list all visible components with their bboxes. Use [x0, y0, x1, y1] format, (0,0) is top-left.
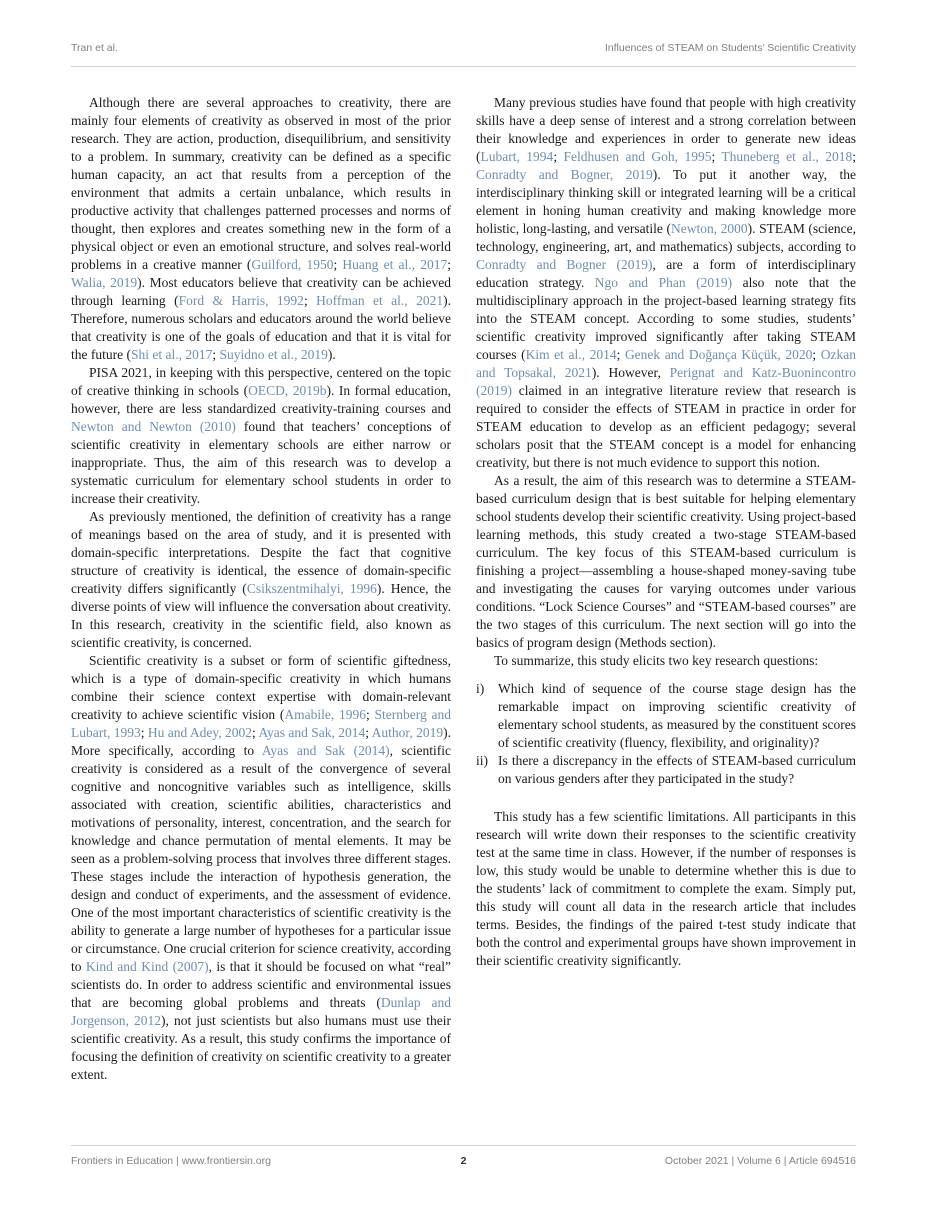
list-item — [476, 752, 856, 788]
text: ). — [327, 347, 336, 362]
text: Although there are several approaches to creativity, there are mainly four elements of creativity as observed in most of the prior research. They are action, production, disequilibrium, and sensitivity to a problem. In summary, creativity can be defined as a specific human capacity, an act that results from a perception of the environment that admits a certain unbalance, which results in productive activity that challenges patterned processes and norms of thought, then explores and creates something new in the form of a physical object or even an emotional structure, and solves real-world problems in a creative manner ( — [71, 95, 451, 272]
citation-link[interactable]: Genek and Doğança Küçük, 2020 — [624, 347, 813, 362]
paragraph-limitations: This study has a few scientific limitations. All participants in this research will write down their responses to the scientific creativity test at the same time in class. However, if the number of responses is low, this study would be unable to determine whether this is due to the students’ lack of commitment to complete the exam. Simply put, this study will count all data in the research article that includes terms. Besides, the findings of the paired t-test study indicate that both the control and experimental groups have shown improvement in their scientific creativity significantly. — [476, 809, 856, 968]
citation-link[interactable]: Dunlap and Jorgenson, 2012 — [71, 995, 451, 1028]
citation-link[interactable]: Sternberg and Lubart, 1993 — [71, 707, 451, 740]
citation-link[interactable]: Hu and Adey, 2002 — [147, 725, 253, 740]
paragraph-pisa — [71, 364, 451, 508]
citation-link[interactable]: Feldhusen and Goh, 1995 — [563, 149, 712, 164]
citation-link[interactable]: Huang et al., 2017 — [342, 257, 448, 272]
list-number: ii) — [476, 753, 488, 768]
page-footer — [71, 1145, 856, 1167]
citation-link[interactable]: Conradty and Bogner (2019) — [476, 257, 653, 272]
text: ). Therefore, numerous scholars and educators around the world believe that creativity is one of the goals of education and that it is vital for the future ( — [71, 293, 451, 362]
citation-link[interactable]: Lubart, 1994 — [480, 149, 554, 164]
text: ). Most educators believe that creativity can be achieved through learning ( — [71, 275, 451, 308]
text: ; — [711, 149, 722, 164]
paragraph-scientific-creativity — [71, 652, 451, 1084]
paragraph-domain-specific — [71, 508, 451, 652]
citation-link[interactable]: Ozkan and Topsakal, 2021 — [476, 347, 856, 380]
text: ; — [333, 257, 343, 272]
text: ), not just scientists but also humans must use their scientific creativity. As a result, this study confirms the importance of focusing the definition of creativity on scientific creativity to a greater extent. — [71, 1013, 451, 1082]
text: ; — [366, 707, 375, 722]
citation-link[interactable]: Conradty and Bogner, 2019 — [476, 167, 653, 182]
text: ). STEAM (science, technology, engineering, art, and mathematics) subjects, according to — [476, 221, 856, 254]
text: ). To put it another way, the interdisciplinary thinking skill or integrated learning will be a critical element in honing human creativity and making knowledge more holistic, long-lasting, and versatile ( — [476, 167, 856, 236]
text: also note that the multidisciplinary approach in the project-based learning strategy fits into the STEAM concept. According to some studies, students’ scientific creativity improved significantly after taking STEAM courses ( — [476, 275, 856, 362]
text: , is that it should be focused on what “real” scientists do. In order to address scientific and environmental issues that are becoming global problems and threats ( — [71, 959, 451, 1010]
text: ; — [303, 293, 317, 308]
text: , are a form of interdisciplinary education strategy. — [476, 257, 857, 290]
text: Scientific creativity is a subset or form of scientific giftedness, which is a type of domain-specific creativity in which humans combine their science context expertise with domain-relevant creativity to achieve scientific vision ( — [71, 653, 451, 722]
citation-link[interactable]: Shi et al., 2017 — [130, 347, 213, 362]
citation-link[interactable]: OECD, 2019b — [248, 383, 327, 398]
citation-link[interactable]: Amabile, 1996 — [284, 707, 366, 722]
text: PISA 2021, in keeping with this perspective, centered on the topic of creative thinking in schools ( — [71, 365, 451, 398]
header-authors: Tran et al. — [71, 42, 118, 54]
page-number: 2 — [460, 1155, 467, 1167]
research-questions-list — [476, 680, 856, 788]
citation-link[interactable]: Perignat and Katz-Buonincontro (2019) — [476, 365, 856, 398]
citation-link[interactable]: Ayas and Sak, 2014 — [258, 725, 366, 740]
citation-link[interactable]: Author, 2019 — [371, 725, 444, 740]
list-text: Is there a discrepancy in the effects of STEAM-based curriculum on various genders after they participated in the study? — [498, 753, 856, 786]
citation-link[interactable]: Newton and Newton (2010) — [71, 419, 236, 434]
citation-link[interactable]: Kim et al., 2014 — [525, 347, 617, 362]
citation-link[interactable]: Walia, 2019 — [71, 275, 138, 290]
paragraph-aim: As a result, the aim of this research was to determine a STEAM-based curriculum design that is best suitable for helping elementary school students develop their scientific creativity. Using project-based learning methods, this study created a two-stage STEAM-based curriculum. The key focus of this STEAM-based curriculum is finishing a project—assembling a house-shaped money-saving tube and investigating the causes for varying outcomes under various conditions. “Lock Science Courses” and “STEAM-based courses” are the two stages of this curriculum. The next section will go into the basics of program design (Methods section). — [476, 473, 856, 650]
text: claimed in an integrative literature review that research is required to consider the effects of STEAM in practice in order for STEAM education to develop as an efficient pedagogy; several scholars posit that the STEAM concept is a model for enhancing creativity, but there is not much evidence to support this notion. — [476, 383, 856, 470]
citation-link[interactable]: Suyidno et al., 2019 — [219, 347, 328, 362]
text: ; — [212, 347, 220, 362]
paragraph-research-questions-intro: To summarize, this study elicits two key research questions: — [494, 653, 819, 668]
text: ; — [812, 347, 821, 362]
text: ; — [447, 257, 451, 272]
text: ). However, — [591, 365, 670, 380]
header-running-title: Influences of STEAM on Students’ Scientific Creativity — [604, 42, 856, 54]
footer-journal: Frontiers in Education | www.frontiersin.org — [71, 1155, 271, 1167]
text: found that teachers’ conceptions of scientific creativity in elementary schools are either narrow or inappropriate. Thus, the aim of this research was to develop a systematic curriculum for elementary school students in order to increase their creativity. — [71, 419, 452, 506]
citation-link[interactable]: Hoffman et al., 2021 — [316, 293, 444, 308]
text: ; — [140, 725, 148, 740]
citation-link[interactable]: Csikszentmihalyi, 1996 — [246, 581, 377, 596]
list-text: Which kind of sequence of the course stage design has the remarkable impact on improving scientific creativity of elementary school students, as measured by the constituent scores of scientific creativity (fluency, flexibility, and originality)? — [498, 681, 856, 750]
text: ; — [852, 149, 856, 164]
right-column — [476, 94, 856, 970]
text: ). Hence, the diverse points of view will influence the conversation about creativity. In this research, creativity in the scientific field, also known as scientific creativity, is concerned. — [71, 581, 452, 650]
footer-issue: October 2021 | Volume 6 | Article 694516 — [664, 1155, 856, 1167]
citation-link[interactable]: Thuneberg et al., 2018 — [721, 149, 853, 164]
text: Many previous studies have found that people with high creativity skills have a deep sense of interest and a strong correlation between their knowledge and experiences in order to generate new ideas ( — [476, 95, 856, 164]
citation-link[interactable]: Guilford, 1950 — [251, 257, 334, 272]
page-header — [71, 42, 856, 67]
text: ; — [365, 725, 372, 740]
text: ; — [252, 725, 259, 740]
text: ). In formal education, however, there are less standardized creativity-training courses and — [71, 383, 452, 416]
citation-link[interactable]: Ayas and Sak (2014) — [261, 743, 390, 758]
citation-link[interactable]: Newton, 2000 — [670, 221, 748, 236]
left-column — [71, 94, 451, 1084]
text: As previously mentioned, the definition of creativity has a range of meanings based on the area of study, and it is presented with domain-specific interpretations. Despite the fact that cognitive structure of creativity is identical, the essence of domain-specific creativity differs significantly ( — [71, 509, 451, 596]
citation-link[interactable]: Kind and Kind (2007) — [85, 959, 209, 974]
text: ; — [553, 149, 564, 164]
paragraph-interdisciplinary — [476, 94, 856, 472]
text: ; — [616, 347, 625, 362]
text: ). More specifically, according to — [71, 725, 451, 758]
list-number: i) — [476, 681, 485, 696]
text: , scientific creativity is considered as a result of the convergence of several cognitive and noncognitive variables such as intelligence, skills associated with creation, scientific abilities, characteristics and motivations of personality, interest, concentration, and the search for knowledge and chance permutation of mental elements. It may be seen as a problem-solving process that involves three different stages. These stages include the interaction of hypothesis generation, the design and conduct of experiments, and the assessment of evidence. One of the most important characteristics of scientific creativity is the ability to generate a large number of hypotheses for a particular issue or circumstance. One crucial criterion for science creativity, according to — [71, 743, 452, 974]
citation-link[interactable]: Ford & Harris, 1992 — [178, 293, 304, 308]
citation-link[interactable]: Ngo and Phan (2019) — [594, 275, 733, 290]
list-item — [476, 680, 856, 752]
paragraph-creativity-elements — [71, 94, 451, 364]
